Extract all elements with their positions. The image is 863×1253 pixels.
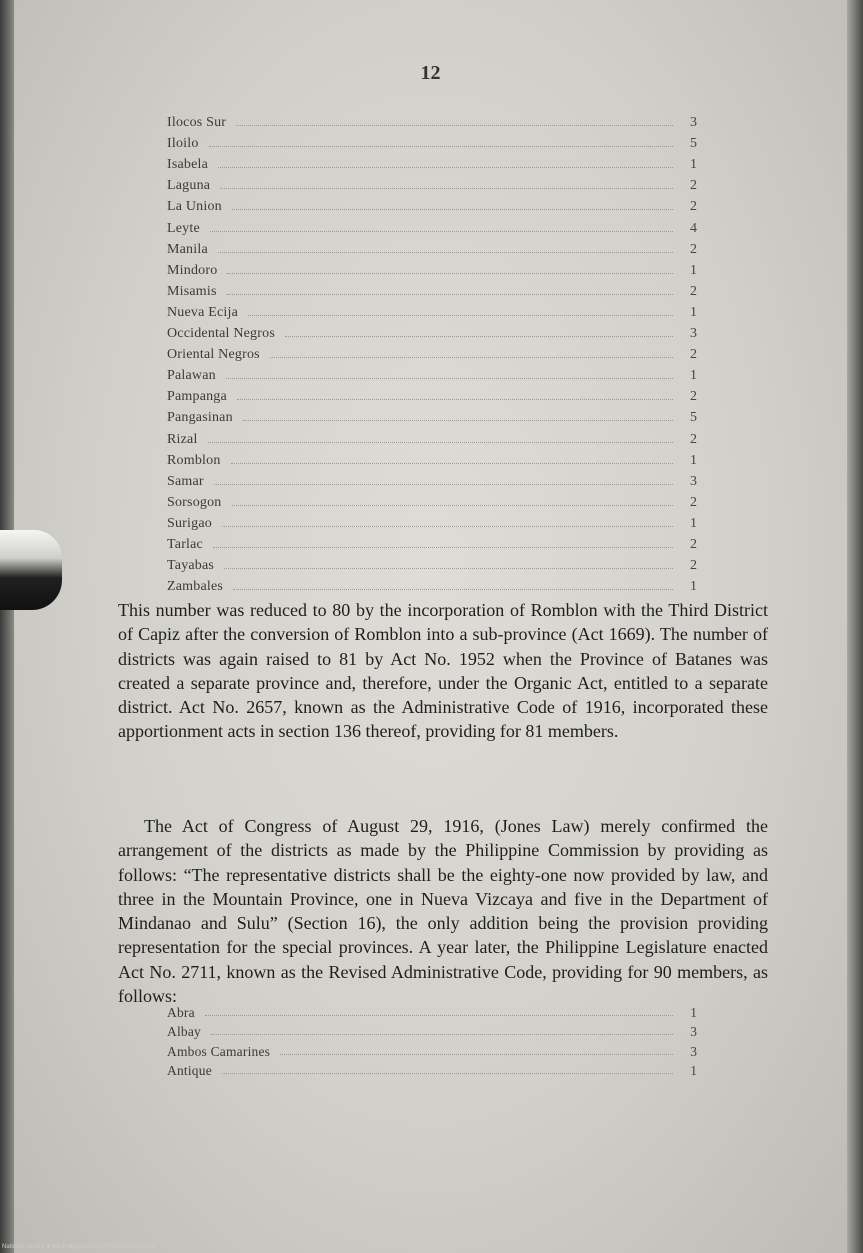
province-name: Abra — [167, 1004, 195, 1020]
table-row — [167, 342, 697, 363]
district-count: 3 — [690, 473, 697, 489]
table-row — [167, 321, 697, 342]
district-count: 2 — [690, 199, 697, 215]
scan-edge-right — [847, 0, 863, 1253]
province-name: Rizal — [167, 431, 198, 447]
district-count: 1 — [690, 157, 697, 173]
table-row — [167, 553, 697, 574]
dot-leader — [285, 336, 673, 337]
district-count: 5 — [690, 410, 697, 426]
dot-leader — [222, 526, 673, 527]
province-name: Occidental Negros — [167, 326, 275, 342]
dot-leader — [232, 505, 674, 506]
table-row — [167, 405, 697, 426]
dot-leader — [218, 167, 673, 168]
district-count: 1 — [690, 304, 697, 320]
district-count: 2 — [690, 389, 697, 405]
district-count: 3 — [690, 115, 697, 131]
dot-leader — [213, 547, 673, 548]
province-name: Mindoro — [167, 262, 218, 278]
district-count: 4 — [690, 220, 697, 236]
scan-edge-left — [0, 0, 14, 1253]
table-row — [167, 511, 697, 532]
district-count: 2 — [690, 241, 697, 257]
province-name: Nueva Ecija — [167, 304, 238, 320]
district-count: 2 — [690, 494, 697, 510]
province-name: Albay — [167, 1024, 201, 1039]
dot-leader — [231, 463, 673, 464]
table-row — [167, 384, 697, 405]
district-count: 1 — [690, 579, 697, 595]
dot-leader — [236, 125, 673, 126]
province-name: Manila — [167, 241, 208, 257]
province-name: Samar — [167, 473, 204, 489]
district-count: 2 — [690, 347, 697, 363]
dot-leader — [226, 378, 673, 379]
table-row — [167, 574, 697, 595]
district-count: 1 — [690, 262, 697, 278]
table-row — [167, 448, 697, 469]
province-name: Oriental Negros — [167, 347, 260, 363]
table-row — [167, 1060, 697, 1080]
scan-footer: National Library of the Philippines D12SP0001499600031 — [2, 1244, 156, 1250]
table-row — [167, 173, 697, 194]
district-count: 2 — [690, 178, 697, 194]
district-count: 2 — [690, 283, 697, 299]
district-count: 1 — [690, 1004, 697, 1020]
dot-leader — [218, 252, 673, 253]
district-count: 2 — [690, 431, 697, 447]
table-row — [167, 300, 697, 321]
table-row — [167, 194, 697, 215]
district-table-continued — [167, 110, 697, 595]
table-row — [167, 258, 697, 279]
province-name: Iloilo — [167, 136, 199, 152]
dot-leader — [222, 1073, 673, 1074]
dot-leader — [210, 231, 673, 232]
district-count: 1 — [690, 368, 697, 384]
district-count: 2 — [690, 536, 697, 552]
dot-leader — [270, 357, 673, 358]
district-count: 3 — [690, 1043, 697, 1059]
district-count: 3 — [690, 326, 697, 342]
document-page — [14, 0, 847, 1253]
paragraph-jones-law: The Act of Congress of August 29, 1916, (Jones Law) merely confirmed the arrangement of the districts as made by the Philippine Commission by providing as follows: “The representative districts shall be the eighty-one now provided by law, and three in the Mountain Province, one in Nueva Vizcaya and five in the Department of Mindanao and Sulu” (Section 16), the only addition being the provision providing representation for the special provinces. A year later, the Philippine Legislature enacted Act No. 2711, known as the Revised Administrative Code, providing for 90 members, as follows: — [118, 816, 768, 1007]
district-count: 5 — [690, 136, 697, 152]
province-name: Tarlac — [167, 536, 203, 552]
table-row — [167, 215, 697, 236]
dot-leader — [233, 589, 673, 590]
table-row — [167, 426, 697, 447]
dot-leader — [237, 399, 673, 400]
binder-clip — [0, 530, 62, 610]
province-name: Ambos Camarines — [167, 1043, 271, 1059]
district-count: 1 — [690, 515, 697, 531]
dot-leader — [205, 1015, 673, 1016]
province-name: Laguna — [167, 178, 211, 194]
province-name: Tayabas — [167, 558, 215, 574]
table-row — [167, 469, 697, 490]
table-row — [167, 110, 697, 131]
table-row — [167, 1021, 697, 1041]
dot-leader — [211, 1034, 673, 1035]
page-number: 12 — [420, 62, 441, 84]
district-count: 1 — [690, 1063, 697, 1078]
dot-leader — [220, 188, 673, 189]
district-table-revised — [167, 1001, 697, 1079]
dot-leader — [232, 209, 673, 210]
dot-leader — [227, 273, 673, 274]
province-name: Ilocos Sur — [167, 115, 227, 131]
table-row — [167, 490, 697, 511]
province-name: Sorsogon — [167, 494, 222, 510]
province-name: Romblon — [167, 452, 221, 468]
province-name: Antique — [167, 1063, 212, 1078]
province-name: Zambales — [167, 579, 224, 595]
table-row — [167, 131, 697, 152]
province-name: Leyte — [167, 220, 200, 236]
paragraph-reduction: This number was reduced to 80 by the incorporation of Romblon with the Third District of Capiz after the conversion of Romblon into a sub-province (Act 1669). The number of districts was again raised to 81 by Act No. 1952 when the Province of Batanes was created a separate province and, therefore, under the Organic Act, entitled to a separate district. Act No. 2657, known as the Administrative Code of 1916, incorporated these apportionment acts in section 136 thereof, providing for 81 members. — [118, 600, 768, 742]
table-row — [167, 237, 697, 258]
district-count: 1 — [690, 452, 697, 468]
dot-leader — [243, 420, 673, 421]
dot-leader — [224, 568, 673, 569]
province-name: Palawan — [167, 368, 216, 384]
province-name: Pampanga — [167, 389, 227, 405]
district-count: 2 — [690, 558, 697, 574]
province-name: Isabela — [167, 157, 209, 173]
table-row — [167, 279, 697, 300]
dot-leader — [248, 315, 673, 316]
table-row — [167, 1001, 697, 1021]
table-row — [167, 1040, 697, 1060]
dot-leader — [208, 442, 673, 443]
district-count: 3 — [690, 1024, 697, 1039]
province-name: Misamis — [167, 283, 217, 299]
dot-leader — [280, 1054, 673, 1055]
table-row — [167, 532, 697, 553]
dot-leader — [214, 484, 673, 485]
dot-leader — [209, 146, 673, 147]
dot-leader — [227, 294, 673, 295]
province-name: Surigao — [167, 515, 212, 531]
table-row — [167, 363, 697, 384]
province-name: La Union — [167, 199, 222, 215]
table-row — [167, 152, 697, 173]
province-name: Pangasinan — [167, 410, 233, 426]
